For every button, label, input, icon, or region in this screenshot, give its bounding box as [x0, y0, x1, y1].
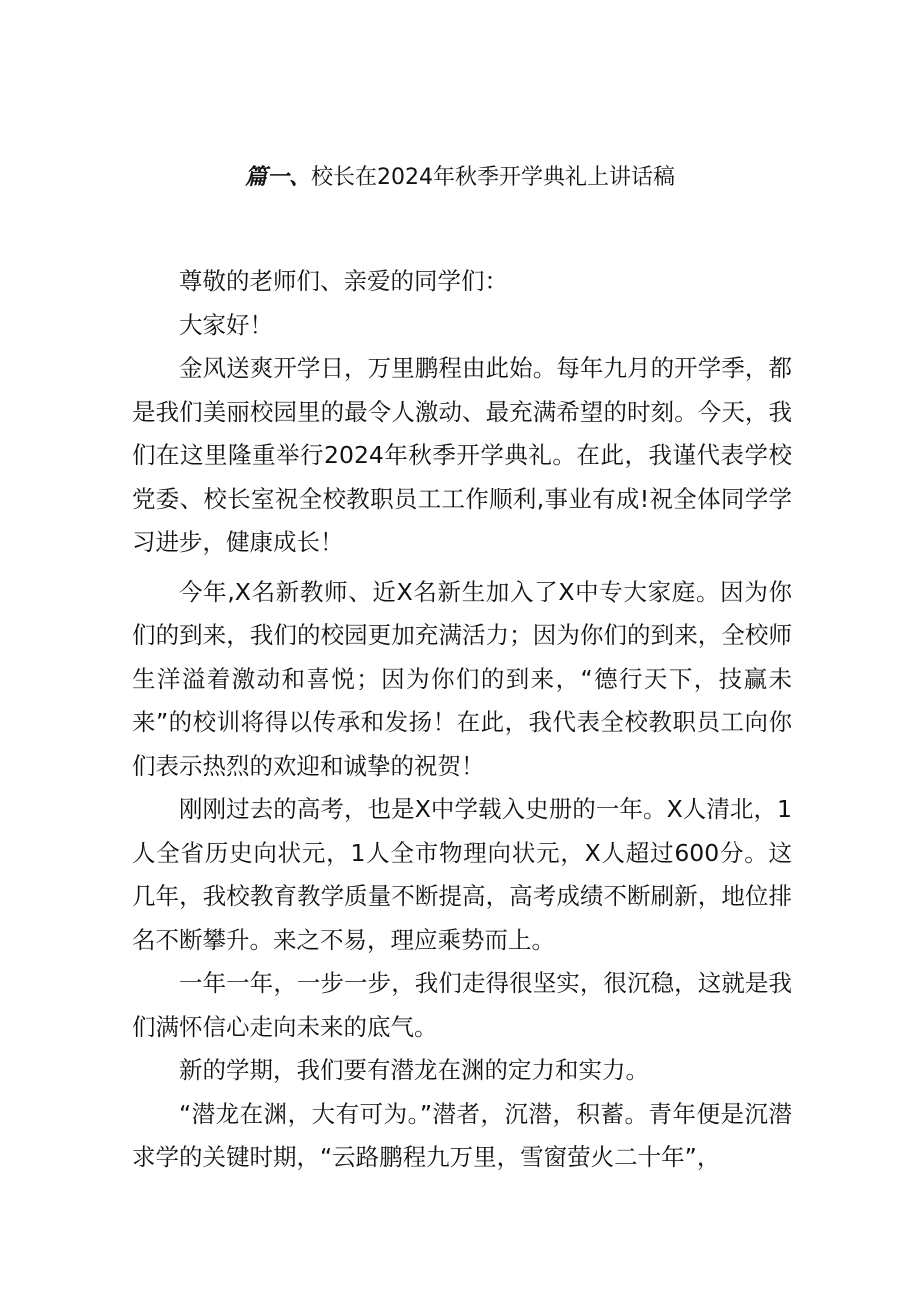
- paragraph-new-term: 新的学期，我们要有潜龙在渊的定力和实力。: [179, 1056, 649, 1084]
- paragraph-exam: 刚刚过去的高考，也是X中学载入史册的一年。X人清北，1人全省历史向状元，1人全市物理向状元，X人超过600分。这几年，我校教育教学质量不断提高，高考成绩不断刷新，地位排名不断攀升。来之不易，理应乘势而上。: [132, 795, 792, 954]
- document-title: [0, 158, 920, 198]
- title-main: 校长在2024年秋季开学典礼上讲话稿: [311, 165, 675, 190]
- paragraph-welcome: 今年,X名新教师、近X名新生加入了X中专大家庭。因为你们的到来，我们的校园更加充满活力；因为你们的到来，全校师生洋溢着激动和喜悦；因为你们的到来，“德行天下，技赢未来”的校训将得以传承和发扬！在此，我代表全校教职员工向你们表示热烈的欢迎和诚挚的祝贺！: [132, 577, 792, 780]
- salutation: 尊敬的老师们、亲爱的同学们：: [179, 267, 508, 295]
- paragraph-progress: 一年一年，一步一步，我们走得很坚实，很沉稳，这就是我们满怀信心走向未来的底气。: [132, 969, 792, 1041]
- title-prefix: 篇一、: [244, 165, 311, 190]
- paragraph-qianlong: “潜龙在渊，大有可为。”潜者，沉潜，积蓄。青年便是沉潜求学的关键时期，“云路鹏程九万里，雪窗萤火二十年”，: [132, 1099, 792, 1171]
- paragraph-opening: 金风送爽开学日，万里鹏程由此始。每年九月的开学季，都是我们美丽校园里的最令人激动、最充满希望的时刻。今天，我们在这里隆重举行2024年秋季开学典礼。在此，我谨代表学校党委、校长室祝全校教职员工工作顺利,事业有成!祝全体同学学习进步，健康成长！: [132, 354, 792, 556]
- document-body: [132, 260, 792, 1180]
- greeting: 大家好！: [179, 310, 273, 339]
